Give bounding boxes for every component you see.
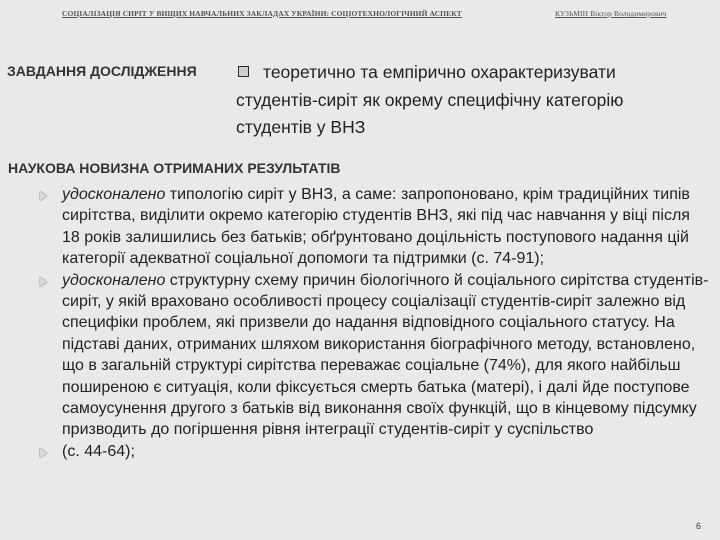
task-line: студентів-сиріт як окрему специфічну категорію	[236, 89, 624, 110]
novelty-item-lead: удосконалено	[62, 271, 166, 289]
novelty-item	[0, 270, 720, 441]
arrow-bullet-icon	[40, 191, 47, 201]
arrow-bullet-icon	[40, 277, 47, 287]
square-bullet-icon	[238, 66, 249, 77]
task-block	[236, 59, 706, 142]
novelty-item-lead: удосконалено	[62, 186, 166, 203]
arrow-bullet-icon	[40, 448, 47, 458]
novelty-item	[0, 441, 720, 462]
header-author: КУЗЬМІН Віктор Володимирович	[555, 9, 667, 18]
task-label: ЗАВДАННЯ ДОСЛІДЖЕННЯ	[7, 63, 197, 79]
header-title: СОЦІАЛІЗАЦІЯ СИРІТ У ВИЩИХ НАВЧАЛЬНИХ ЗАКЛАДАХ УКРАЇНИ: СОЦІОТЕХНОЛОГІЧНИЙ АСПЕКТ	[62, 9, 462, 18]
page-number: 6	[696, 521, 702, 531]
task-line-text: теоретично та емпірично охарактеризувати	[263, 62, 616, 82]
novelty-item-text: структурну схему причин біологічного й соціального сирітства студентів-сиріт, у якій враховано особливості процесу соціалізації студентів-сиріт залежно від специфіки проблем, які призвели до надання відповідного соціального статусу. На підставі даних, отриманих шляхом використання біографічного методу, встановлено, що в загальній структурі сирітства переважає соціальне (74%), для якого найбільш поширеною є ситуація, коли фіксується смерть батька (матері), і далі йде поступове самоусунення другого з батьків від виконання своїх функцій, що в кінцевому підсумку призводить до погіршення рівня інтеграції студентів-сиріт у суспільство	[62, 271, 709, 439]
novelty-item-text: типологію сиріт у ВНЗ, а саме: запропоновано, крім традиційних типів сирітства, виділити окремо категорію студентів ВНЗ, які під час навчання у віці після 18 років залишились без батьків; обґрунтовано доцільність поступового надання цій категорії адекватної соціальної допомоги та підтримки (с. 74-91);	[62, 186, 690, 268]
task-line: студентів у ВНЗ	[236, 117, 366, 137]
task-line	[236, 59, 706, 87]
novelty-item	[0, 184, 720, 270]
novelty-item-text: (с. 44-64);	[62, 442, 135, 460]
novelty-heading: НАУКОВА НОВИЗНА ОТРИМАНИХ РЕЗУЛЬТАТІВ	[8, 160, 341, 176]
novelty-list	[0, 184, 720, 462]
